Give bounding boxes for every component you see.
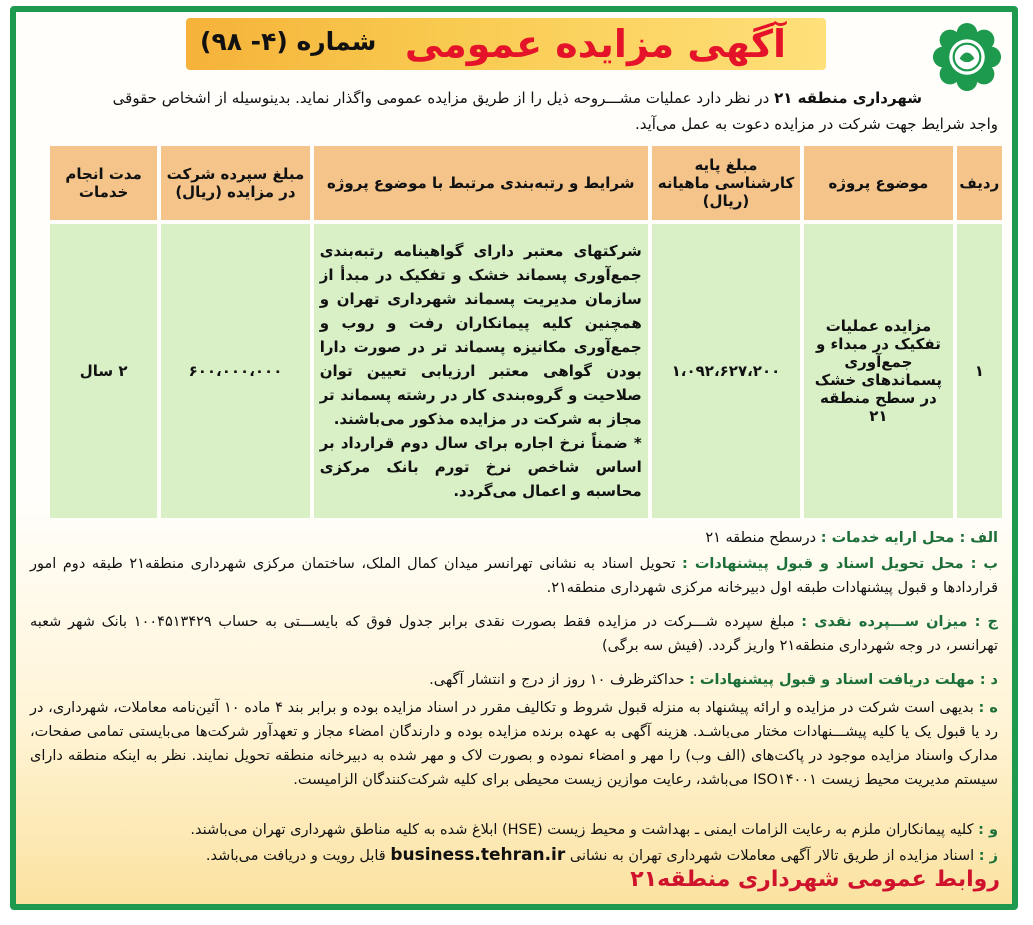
notice-title: آگهی مزایده عمومی <box>404 22 786 66</box>
section-jim-heading: ج : میزان ســـپرده نقدی : <box>801 614 999 630</box>
table-header-row <box>50 146 1002 220</box>
notice-number: شماره (۴- ۹۸) <box>200 27 377 56</box>
section-be-text: تحویل اسناد به نشانی تهرانسر میدان کمال الملک، ساختمان مرکزی شهرداری منطقه۲۱ طبقه دوم امور قراردادها و قبول پیشنهادات طبقه اول دبیرخانه مرکزی شهرداری منطقه۲۱. <box>30 556 998 596</box>
section-dal-text: حداکثرظرف ۱۰ روز از درج و انتشار آگهی. <box>429 672 690 688</box>
table-row <box>50 224 1002 518</box>
section-alef <box>30 526 998 550</box>
header <box>16 12 1012 90</box>
section-ze-heading: ز : <box>978 848 998 864</box>
notice-frame <box>10 6 1018 910</box>
tehran-municipality-logo-icon <box>930 20 1004 94</box>
header-subject: موضوع پروژه <box>804 146 952 220</box>
public-relations-signature: روابط عمومی شهرداری منطقه۲۱ <box>630 867 1000 892</box>
cell-duration: ۲ سال <box>50 224 157 518</box>
section-alef-heading: الف : محل ارایه خدمات : <box>820 530 998 546</box>
section-he <box>30 696 998 792</box>
cell-deposit: ۶۰۰،۰۰۰،۰۰۰ <box>161 224 309 518</box>
auction-table <box>46 142 1006 522</box>
section-alef-text: درسطح منطقه ۲۱ <box>705 530 821 546</box>
cell-base-price: ۱،۰۹۲،۶۲۷،۲۰۰ <box>652 224 800 518</box>
section-dal-heading: د : مهلت دریافت اسناد و قبول پیشنهادات : <box>689 672 998 688</box>
intro-line-2: واجد شرایط جهت شرکت در مزایده دعوت به عمل می‌آید. <box>634 115 998 133</box>
header-deposit: مبلغ سپرده شرکت در مزایده (ریال) <box>161 146 309 220</box>
cell-subject: مزایده عملیات تفکیک در مبداء و جمع‌آوری پسماندهای خشک در سطح منطقه ۲۱ <box>804 224 952 518</box>
header-base-price: مبلغ پایه کارشناسی ماهیانه (ریال) <box>652 146 800 220</box>
section-ze-text-2: قابل رویت و دریافت می‌باشد. <box>205 848 391 864</box>
cell-conditions <box>314 224 648 518</box>
section-he-text: بدیهی است شرکت در مزایده و ارائه پیشنهاد به منزله قبول شروط و تکالیف مقرر در اسناد مزایده بوده و برابر بند ۴ ماده ۱۰ آئین‌نامه معاملات، شهرداری، در رد یا قبول یک یا کلیه پیشـــنهادات مختار می‌باشـد. هزینه آگهی به عهده برنده مزایده بوده و دارندگان امضاء مجاز و تعهدآور شرکت‌ها می‌بایستی تمامی صفحات، مدارک واسناد مزایده موجود در پاکت‌های (الف وب) را مهر و امضاء نموده و بصورت لاک و مهر شده به دبیرخانه منطقه تحویل نمایند. نظر به اینکه منطقه دارای سیستم مدیریت محیط زیست ISO۱۴۰۰۱ می‌باشد، رعایت موازین زیست محیطی برای کلیه شرکت‌کنندگان الزامیست. <box>30 700 998 788</box>
section-be-heading: ب : محل تحویل اسناد و قبول پیشنهادات : <box>682 556 999 572</box>
section-dal <box>30 668 998 692</box>
header-conditions: شرایط و رتبه‌بندی مرتبط با موضوع پروژه <box>314 146 648 220</box>
title-banner <box>186 18 826 70</box>
conditions-text: شرکتهای معتبر دارای گواهینامه رتبه‌بندی جمع‌آوری پسماند خشک و تفکیک در مبدأ از سازمان مدیریت پسماند شهرداری تهران و همچنین کلیه پیمانکاران رفت و روب و جمع‌آوری مکانیزه پسماند تر در صورت دارا بودن گواهی معتبر ارزیابی تعیین توان صلاحیت و گروه‌بندی کار در رشته پسماند تر مجاز به شرکت در مزایده مذکور می‌باشند. <box>319 242 642 428</box>
section-ze <box>30 843 998 868</box>
section-ze-text-1: اسناد مزایده از طریق تالار آگهی معاملات شهرداری تهران به نشانی <box>565 848 979 864</box>
intro-text: در نظر دارد عملیات مشـــروحه ذیل را از طریق مزایده عمومی واگذار نماید. بدینوسیله از اشخاص حقوقی <box>112 89 775 107</box>
section-he-heading: ه : <box>978 700 998 716</box>
section-vav-heading: و : <box>978 822 998 838</box>
header-row-number: ردیف <box>957 146 1002 220</box>
intro-line-1 <box>30 85 922 111</box>
section-vav-text: کلیه پیمانکاران ملزم به رعایت الزامات ایمنی ـ بهداشت و محیط زیست (HSE) ابلاغ شده به کلیه مناطق شهرداری تهران می‌باشند. <box>190 822 979 838</box>
organization-name: شهرداری منطقه ۲۱ <box>774 89 922 107</box>
cell-row-number: ۱ <box>957 224 1002 518</box>
business-tehran-link[interactable]: business.tehran.ir <box>390 845 566 865</box>
section-jim-text: مبلغ سپرده شـــرکت در مزایده فقط بصورت نقدی برابر جدول فوق که بایســـتی به حساب ۱۰۰۴۵۱۳۴۲۹ بانک شهر شعبه تهرانسر، در وجه شهرداری منطقه۲۱ واریز گردد. (فیش سه برگی) <box>30 614 998 654</box>
conditions-note: * ضمناً نرخ اجاره برای سال دوم قرارداد بر اساس شاخص نرخ تورم بانک مرکزی محاسبه و اعمال می‌گردد. <box>319 434 642 500</box>
section-be <box>30 552 998 600</box>
header-duration: مدت انجام خدمات <box>50 146 157 220</box>
section-jim <box>30 610 998 658</box>
section-vav <box>30 818 998 842</box>
